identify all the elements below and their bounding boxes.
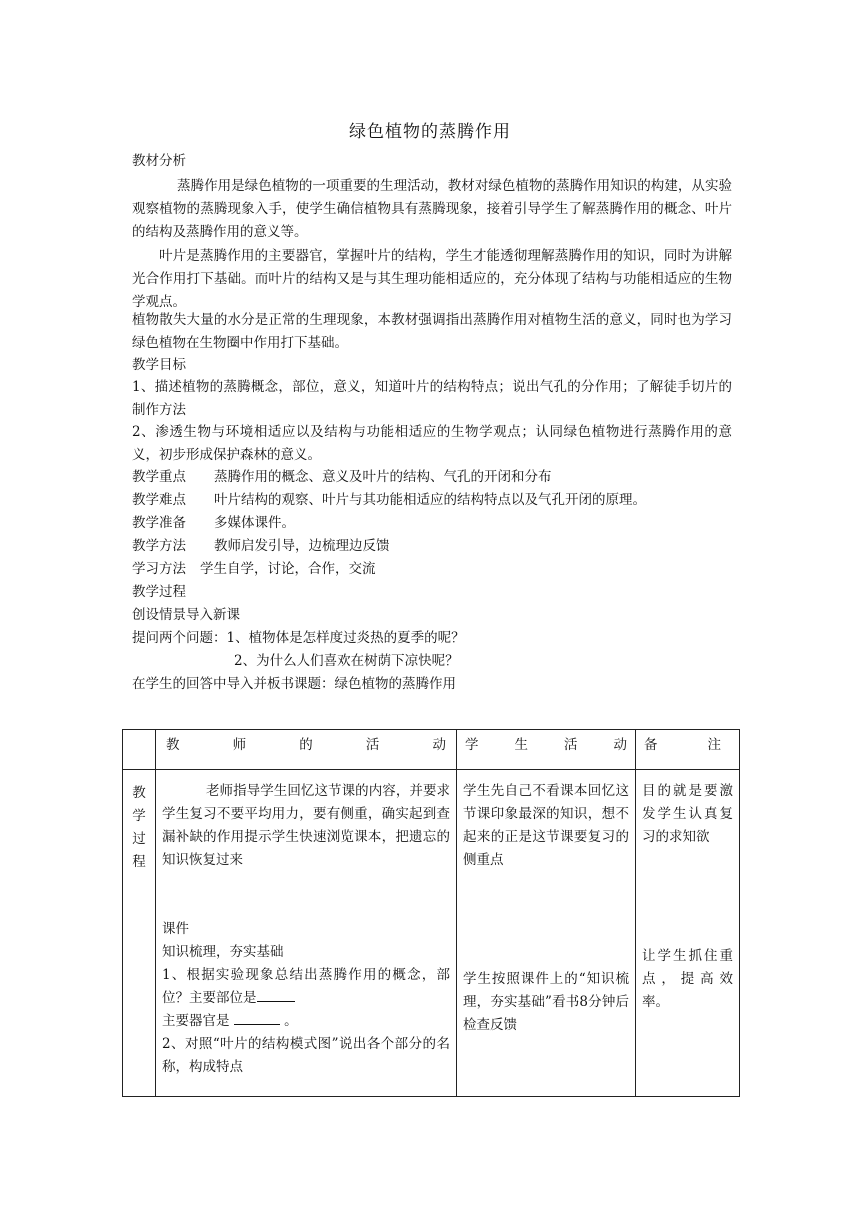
analysis-paragraph-2: 叶片是蒸腾作用的主要器官，掌握叶片的结构，学生才能透彻理解蒸腾作用的知识，同时为讲解光合作用打下基础。而叶片的结构又是与其生理功能相适应的，充分体现了结构与功能相适应的生物学观点。: [132, 248, 732, 310]
row-label-char: 过: [132, 831, 146, 847]
header-student-cell: [457, 730, 636, 770]
question-1: 提问两个问题：1、植物体是怎样度过炎热的夏季的呢？: [132, 630, 465, 646]
row-label-char: 程: [132, 854, 146, 870]
student-activity-cell: [457, 770, 636, 1097]
teacher-item-1b-end: 。: [284, 1013, 298, 1029]
goal-1: 1、描述植物的蒸腾概念，部位，意义，知道叶片的结构特点；说出气孔的分作用；了解徒手切片的制作方法: [132, 379, 732, 418]
table-header-row: [123, 730, 740, 770]
difficulties-line: [132, 489, 646, 511]
intro-heading: 创设情景导入新课: [132, 607, 240, 623]
teaching-method-text: 教师启发引导，边梳理边反馈: [214, 538, 390, 554]
lesson-table: [122, 729, 740, 1097]
row-label-cell: [123, 770, 156, 1097]
goal-2: 2、渗透生物与环境相适应以及结构与功能相适应的生物学观点；认同绿色植物进行蒸腾作用的意义，初步形成保护森林的意义。: [132, 424, 732, 463]
learning-method-text: 学生自学，讨论，合作，交流: [200, 561, 376, 577]
header-empty-cell: [123, 730, 156, 770]
table-body-row: [123, 770, 740, 1097]
key-points-line: [132, 466, 552, 488]
header-char: 活: [564, 737, 578, 753]
teacher-item-1b-text: 主要器官是: [162, 1013, 230, 1029]
header-char: 活: [365, 737, 380, 753]
knowledge-review-label: 知识梳理，夯实基础: [162, 944, 284, 960]
analysis-paragraph-3: 植物散失大量的水分是正常的生理现象，本教材强调指出蒸腾作用对植物生活的意义，同时也为学习绿色植物在生物圈中作用打下基础。: [132, 312, 732, 351]
question-2: 2、为什么人们喜欢在树荫下凉快呢？: [234, 653, 459, 669]
difficulties-text: 叶片结构的观察、叶片与其功能相适应的结构特点以及气孔开闭的原理。: [214, 492, 646, 508]
teaching-method-label: 教学方法: [132, 538, 186, 554]
student-activity-2: 学生按照课件上的“知识梳理，夯实基础”看书8分钟后检查反馈: [463, 971, 629, 1033]
teacher-item-1b: [162, 1010, 450, 1033]
header-char: 注: [707, 737, 721, 753]
header-char: 生: [514, 737, 528, 753]
teacher-item-2: 2、对照“叶片的结构模式图”说出各个部分的名称，构成特点: [162, 1036, 450, 1075]
preparation-text: 多媒体课件。: [214, 515, 295, 531]
header-teacher-cell: [156, 730, 457, 770]
note-cell: [636, 770, 740, 1097]
header-char: 教: [166, 737, 180, 753]
teaching-method-line: [132, 535, 390, 557]
student-activity-1: 学生先自己不看课本回忆这节课印象最深的知识，想不起来的正是这节课要复习的侧重点: [463, 783, 629, 868]
note-1: 目的就是要激发学生认真复习的求知欲: [642, 783, 733, 845]
courseware-label: 课件: [162, 921, 189, 937]
header-char: 的: [299, 737, 313, 753]
key-points-label: 教学重点: [132, 469, 186, 485]
teacher-activity-1: 老师指导学生回忆这节课的内容，并要求学生复习不要平均用力，要有侧重，确实起到查漏补缺的作用提示学生快速浏览课本，把遗忘的知识恢复过来: [162, 783, 450, 868]
analysis-paragraph-1: 蒸腾作用是绿色植物的一项重要的生理活动，教材对绿色植物的蒸腾作用知识的构建，从实验观察植物的蒸腾现象入手，使学生确信植物具有蒸腾现象，接着引导学生了解蒸腾作用的概念、叶片的结构及蒸腾作用的意义等。: [132, 178, 732, 240]
process-heading: 教学过程: [132, 584, 186, 600]
preparation-label: 教学准备: [132, 515, 186, 531]
header-note-cell: [636, 730, 740, 770]
row-label: [132, 782, 146, 874]
preparation-line: [132, 512, 295, 534]
header-char: 师: [232, 737, 247, 753]
answer-blank: [257, 987, 295, 1002]
learning-method-label: 学习方法: [132, 561, 186, 577]
learning-method-line: [132, 558, 376, 580]
key-points-text: 蒸腾作用的概念、意义及叶片的结构、气孔的开闭和分布: [214, 469, 552, 485]
header-char: 备: [644, 737, 658, 753]
lead-in-line: 在学生的回答中导入并板书课题：绿色植物的蒸腾作用: [132, 676, 456, 692]
answer-blank: [234, 1010, 280, 1025]
analysis-heading: 教材分析: [132, 153, 186, 169]
row-label-char: 学: [132, 808, 146, 824]
teacher-item-1-text: 1、根据实验现象总结出蒸腾作用的概念，部位？主要部位是: [162, 967, 450, 1006]
row-label-char: 教: [132, 785, 146, 801]
document-title: 绿色植物的蒸腾作用: [349, 122, 511, 142]
header-char: 学: [465, 737, 479, 753]
header-char: 动: [432, 737, 446, 753]
goals-heading: 教学目标: [132, 357, 186, 373]
note-2: 让学生抓住重点，提高效率。: [642, 948, 733, 1010]
teacher-item-1: [162, 964, 450, 1010]
header-char: 动: [613, 737, 627, 753]
teacher-activity-cell: [156, 770, 457, 1097]
difficulties-label: 教学难点: [132, 492, 186, 508]
